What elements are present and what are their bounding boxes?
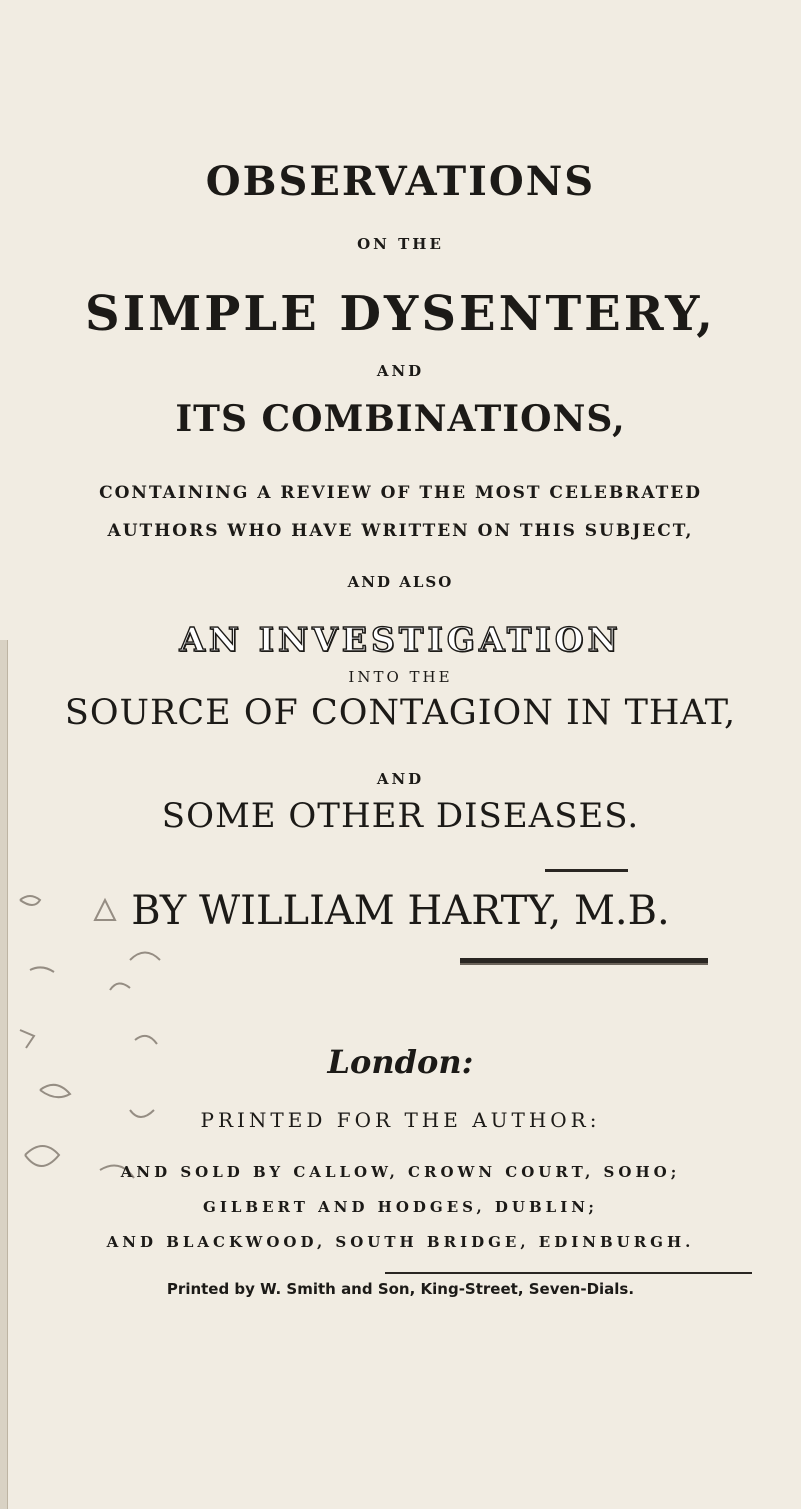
imprint-sold-by-1: AND SOLD BY CALLOW, CROWN COURT, SOHO; [120, 1163, 681, 1181]
title-on-the: ON THE [357, 235, 444, 253]
imprint-printed-for: PRINTED FOR THE AUTHOR: [200, 1108, 601, 1132]
subtitle-and-also: AND ALSO [347, 573, 454, 591]
title-some-other-diseases: SOME OTHER DISEASES. [161, 796, 640, 836]
title-and-1: AND [376, 362, 425, 380]
imprint-sold-by-3: AND BLACKWOOD, SOUTH BRIDGE, EDINBURGH. [106, 1233, 695, 1251]
author-line: BY WILLIAM HARTY, M.B. [131, 888, 670, 934]
imprint-place: London: [327, 1043, 474, 1081]
title-its-combinations: ITS COMBINATIONS, [175, 398, 626, 440]
printer-colophon: Printed by W. Smith and Son, King-Street, Seven-Dials. [166, 1280, 635, 1298]
title-source-of-contagion: SOURCE OF CONTAGION IN THAT, [64, 693, 737, 733]
title-observations: OBSERVATIONS [205, 158, 596, 205]
subtitle-into-the: INTO THE [348, 668, 453, 686]
title-an-investigation: AN INVESTIGATION [179, 620, 622, 659]
title-and-2: AND [376, 770, 425, 788]
imprint-sold-by-2: GILBERT AND HODGES, DUBLIN; [203, 1198, 598, 1216]
footer-rule [385, 1272, 752, 1274]
title-simple-dysentery: SIMPLE DYSENTERY, [85, 286, 716, 342]
subtitle-containing: CONTAINING A REVIEW OF THE MOST CELEBRATED [99, 483, 702, 503]
subtitle-authors: AUTHORS WHO HAVE WRITTEN ON THIS SUBJECT, [107, 521, 694, 541]
decorative-rule-long [460, 958, 708, 965]
decorative-rule-short [545, 869, 628, 872]
